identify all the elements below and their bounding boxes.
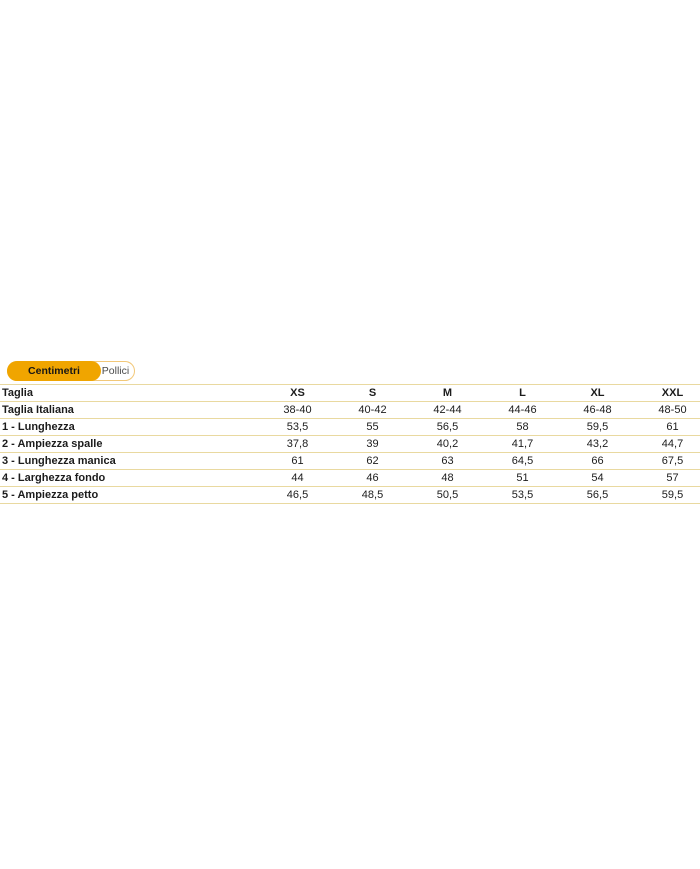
cell-value: 57 [635, 470, 700, 487]
cell-value: 44 [260, 470, 335, 487]
cell-value: 64,5 [485, 453, 560, 470]
cell-value: 48,5 [335, 487, 410, 504]
cell-value: 44,7 [635, 436, 700, 453]
table-row-larghezza-fondo [0, 470, 700, 487]
tab-pollici[interactable]: Pollici [101, 366, 134, 377]
cell-value: 56,5 [410, 419, 485, 436]
cell-value: 50,5 [410, 487, 485, 504]
cell-value: 38-40 [260, 402, 335, 419]
row-label: 1 - Lunghezza [0, 419, 260, 436]
cell-value: 42-44 [410, 402, 485, 419]
cell-value: 41,7 [485, 436, 560, 453]
cell-value: 66 [560, 453, 635, 470]
header-taglia: Taglia [0, 385, 260, 402]
cell-value: 39 [335, 436, 410, 453]
cell-value: 44-46 [485, 402, 560, 419]
cell-value: 53,5 [260, 419, 335, 436]
cell-value: 63 [410, 453, 485, 470]
row-label: 5 - Ampiezza petto [0, 487, 260, 504]
table-row-ampiezza-petto [0, 487, 700, 504]
cell-value: 51 [485, 470, 560, 487]
table-row-lunghezza [0, 419, 700, 436]
table-row-taglia-italiana [0, 402, 700, 419]
header-size-s: S [335, 385, 410, 402]
table-row-lunghezza-manica [0, 453, 700, 470]
table-row-ampiezza-spalle [0, 436, 700, 453]
cell-value: 46-48 [560, 402, 635, 419]
cell-value: 46,5 [260, 487, 335, 504]
cell-value: 54 [560, 470, 635, 487]
cell-value: 55 [335, 419, 410, 436]
cell-value: 43,2 [560, 436, 635, 453]
cell-value: 59,5 [560, 419, 635, 436]
cell-value: 48 [410, 470, 485, 487]
cell-value: 53,5 [485, 487, 560, 504]
cell-value: 59,5 [635, 487, 700, 504]
row-label: 3 - Lunghezza manica [0, 453, 260, 470]
tab-centimetri[interactable]: Centimetri [7, 361, 101, 381]
cell-value: 37,8 [260, 436, 335, 453]
cell-value: 48-50 [635, 402, 700, 419]
cell-value: 58 [485, 419, 560, 436]
cell-value: 61 [260, 453, 335, 470]
cell-value: 56,5 [560, 487, 635, 504]
row-label: 4 - Larghezza fondo [0, 470, 260, 487]
header-size-xs: XS [260, 385, 335, 402]
unit-toggle [7, 361, 135, 381]
cell-value: 67,5 [635, 453, 700, 470]
header-size-xxl: XXL [635, 385, 700, 402]
row-label: Taglia Italiana [0, 402, 260, 419]
cell-value: 62 [335, 453, 410, 470]
size-table [0, 384, 700, 504]
table-header-row [0, 385, 700, 402]
cell-value: 46 [335, 470, 410, 487]
cell-value: 40-42 [335, 402, 410, 419]
row-label: 2 - Ampiezza spalle [0, 436, 260, 453]
header-size-xl: XL [560, 385, 635, 402]
header-size-l: L [485, 385, 560, 402]
size-table-container [0, 384, 700, 504]
cell-value: 40,2 [410, 436, 485, 453]
header-size-m: M [410, 385, 485, 402]
cell-value: 61 [635, 419, 700, 436]
